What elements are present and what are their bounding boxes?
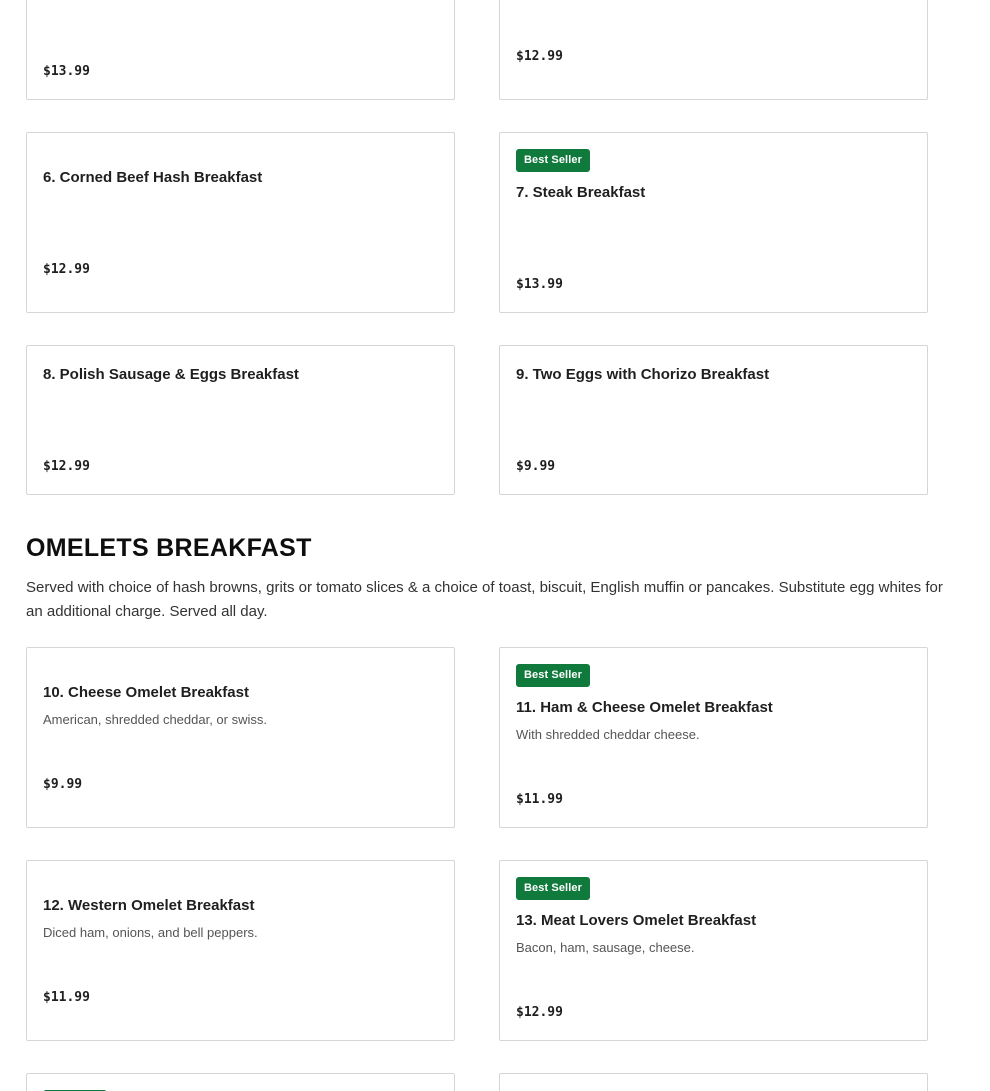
item-title: 10. Cheese Omelet Breakfast [43, 684, 249, 701]
item-price: $13.99 [43, 64, 90, 79]
menu-item-two-eggs-chorizo[interactable] [499, 345, 928, 495]
section-description: Served with choice of hash browns, grits or tomato slices & a choice of toast, biscuit, English muffin or pancakes. Substitute egg whites for an additional charge. Served all day. [26, 579, 943, 620]
menu-item-ham-cheese-omelet[interactable] [499, 647, 928, 828]
item-price: $13.99 [516, 277, 563, 292]
menu-item-card[interactable] [26, 0, 455, 100]
item-price: $12.99 [516, 1005, 563, 1020]
menu-item-card[interactable] [26, 1073, 455, 1091]
item-price: $11.99 [516, 792, 563, 807]
menu-item-western-omelet[interactable] [26, 860, 455, 1041]
item-price: $12.99 [43, 262, 90, 277]
item-title: 13. Meat Lovers Omelet Breakfast [516, 912, 757, 929]
item-price: $12.99 [516, 49, 563, 64]
menu-item-steak-breakfast[interactable] [499, 132, 928, 313]
item-price: $12.99 [43, 459, 90, 474]
item-price: $11.99 [43, 990, 90, 1005]
item-title: 11. Ham & Cheese Omelet Breakfast [516, 699, 773, 716]
item-description: With shredded cheddar cheese. [516, 727, 700, 742]
menu-item-polish-sausage[interactable] [26, 345, 455, 495]
menu-item-meat-lovers-omelet[interactable] [499, 860, 928, 1041]
section-title: OMELETS BREAKFAST [26, 534, 312, 562]
item-title: 9. Two Eggs with Chorizo Breakfast [516, 366, 770, 383]
best-seller-badge: Best Seller [516, 877, 590, 900]
menu-item-card[interactable] [499, 0, 928, 100]
best-seller-badge: Best Seller [516, 664, 590, 687]
item-description: Bacon, ham, sausage, cheese. [516, 940, 695, 955]
item-title: 12. Western Omelet Breakfast [43, 897, 255, 914]
menu-item-cheese-omelet[interactable] [26, 647, 455, 828]
item-description: Diced ham, onions, and bell peppers. [43, 925, 258, 940]
item-price: $9.99 [516, 459, 556, 474]
menu-item-corned-beef-hash[interactable] [26, 132, 455, 313]
item-title: 7. Steak Breakfast [516, 184, 646, 201]
best-seller-badge: Best Seller [516, 149, 590, 172]
menu-item-card[interactable] [499, 1073, 928, 1091]
item-description: American, shredded cheddar, or swiss. [43, 712, 267, 727]
item-title: 6. Corned Beef Hash Breakfast [43, 169, 263, 186]
item-price: $9.99 [43, 777, 83, 792]
item-title: 8. Polish Sausage & Eggs Breakfast [43, 366, 299, 383]
